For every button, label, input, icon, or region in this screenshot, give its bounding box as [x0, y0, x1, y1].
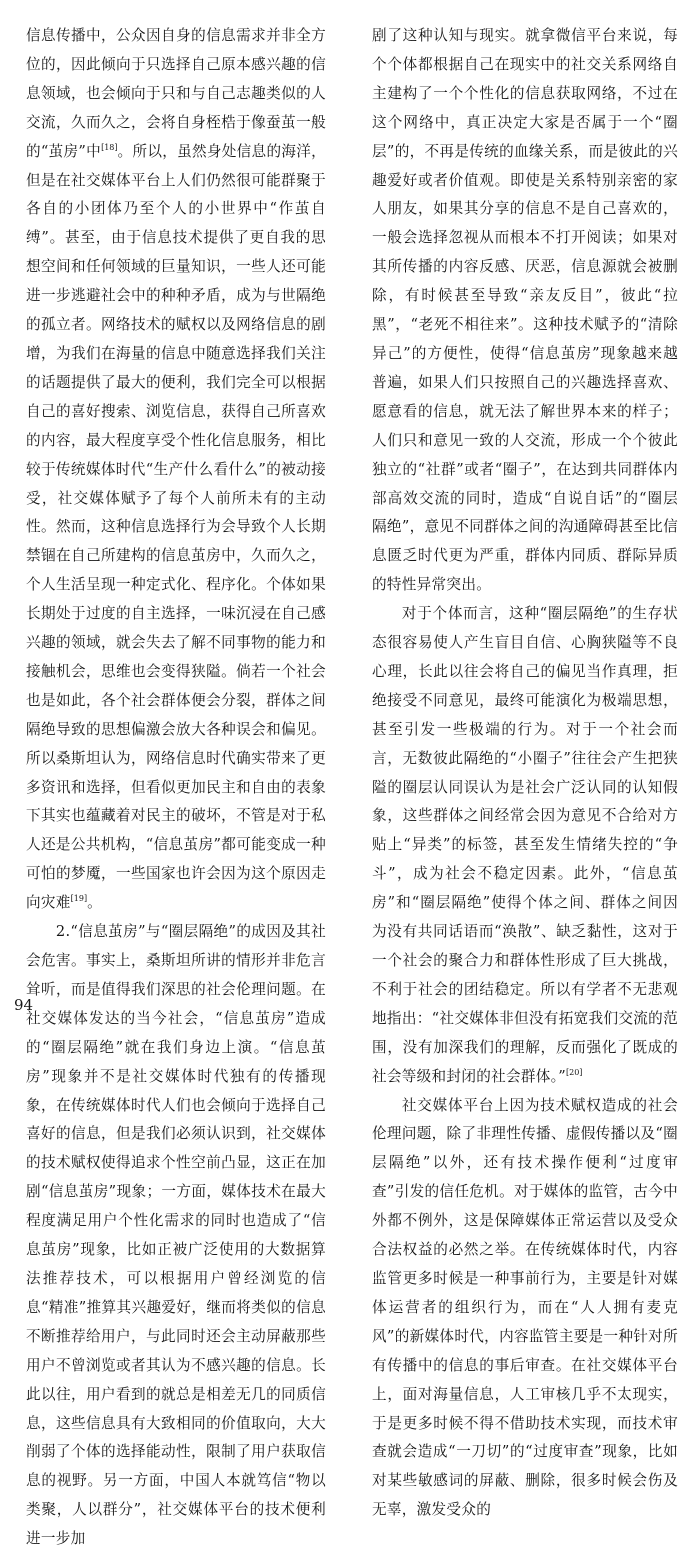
paragraph	[26, 22, 326, 918]
paragraph-text: 剧了这种认知与现实。就拿微信平台来说，每个个体都根据自己在现实中的社交关系网络自主建构了一个个性化的信息获取网络，不过在这个网络中，真正决定大家是否属于一个“圈层”的，不再是传统的血缘关系，而是彼此的兴趣爱好或者价值观。即使是关系特别亲密的家人朋友，如果其分享的信息不是自己喜欢的，一般会选择忽视从而根本不打开阅读；如果对其所传播的内容反感、厌恶，信息源就会被删除，有时候甚至导致“亲友反目”，彼此“拉黑”，“老死不相往来”。这种技术赋予的“清除异己”的方便性，使得“信息茧房”现象越来越普遍，如果人们只按照自己的兴趣选择喜欢、愿意看的信息，就无法了解世界本来的样子；人们只和意见一致的人交流，形成一个个彼此独立的“社群”或者“圈子”，在达到共同群体内部高效交流的同时，造成“自说自话”的“圈层隔绝”，意见不同群体之间的沟通障碍甚至比信息匮乏时代更为严重，群体内同质、群际异质的特性异常突出。	[372, 27, 678, 594]
paragraph	[372, 1092, 678, 1526]
paragraph	[372, 600, 678, 1091]
right-column	[350, 0, 700, 1525]
paragraph-text: 2.“信息茧房”与“圈层隔绝”的成因及其社会危害。事实上，桑斯坦所讲的情形并非危言耸听，而是值得我们深思的社会伦理问题。在社交媒体发达的当今社会，“信息茧房”造成的“圈层隔绝”就在我们身边上演。“信息茧房”现象并不是社交媒体时代独有的传播现象，在传统媒体时代人们也会倾向于选择自己喜好的信息，但是我们必须认识到，社交媒体的技术赋权使得追求个性空前凸显，这正在加剧“信息茧房”现象；一方面，媒体技术在最大程度满足用户个性化需求的同时也造成了“信息茧房”现象，比如正被广泛使用的大数据算法推荐技术，可以根据用户曾经浏览的信息“精准”推算其兴趣爱好，继而将类似的信息不断推荐给用户，与此同时还会主动屏蔽那些用户不曾浏览或者其认为不感兴趣的信息。长此以往，用户看到的就总是相差无几的同质信息，这些信息具有大致相同的价值取向，大大削弱了个体的选择能动性，限制了用户获取信息的视野。另一方面，中国人本就笃信“物以类聚，人以群分”，社交媒体平台的技术便利进一步加	[26, 923, 326, 1548]
paragraph-text: 信息传播中，公众因自身的信息需求并非全方位的，因此倾向于只选择自己原本感兴趣的信息领域，也会倾向于只和与自己志趣类似的人交流，久而久之，会将自身桎梏于像蚕茧一般的“茧房”中	[26, 27, 326, 160]
footnote-reference[interactable]: [20]	[565, 1067, 583, 1077]
paragraph	[26, 918, 326, 1554]
paragraph-text: 。所以，虽然身处信息的海洋，但是在社交媒体平台上人们仍然很可能群聚于各自的小团体乃至个人的小世界中“作茧自缚”。甚至，由于信息技术提供了更自我的思想空间和任何领域的巨量知识，一些人还可能进一步逃避社会中的种种矛盾，成为与世隔绝的孤立者。网络技术的赋权以及网络信息的剧增，为我们在海量的信息中随意选择我们关注的话题提供了最大的便利，我们完全可以根据自己的喜好搜索、浏览信息，获得自己所喜欢的内容，最大程度享受个性化信息服务，相比较于传统媒体时代“生产什么看什么”的被动接受，社交媒体赋予了每个人前所未有的主动性。然而，这种信息选择行为会导致个人长期禁锢在自己所建构的信息茧房中，久而久之，个人生活呈现一种定式化、程序化。个体如果长期处于过度的自主选择，一味沉浸在自己感兴趣的领域，就会失去了解不同事物的能力和接触机会，思维也会变得狭隘。倘若一个社会也是如此，各个社会群体便会分裂，群体之间隔绝导致的思想偏激会放大各种误会和偏见。所以桑斯坦认为，网络信息时代确实带来了更多资讯和选择，但看似更加民主和自由的表象下其实也蕴藏着对民主的破坏，不管是对于私人还是公共机构，“信息茧房”都可能变成一种可怕的梦魇，一些国家也许会因为这个原因走向灾难	[26, 142, 326, 912]
paragraph	[372, 22, 678, 600]
footnote-reference[interactable]: [19]	[70, 894, 88, 904]
page-number: 94	[14, 996, 34, 1014]
footnote-reference[interactable]: [18]	[101, 142, 118, 152]
paragraph-text: 社交媒体平台上因为技术赋权造成的社会伦理问题，除了非理性传播、虚假传播以及“圈层隔绝”以外，还有技术操作便利“过度审查”引发的信任危机。对于媒体的监管，古今中外都不例外，这是保障媒体正常运营以及受众合法权益的必然之举。在传统媒体时代，内容监管更多时候是一种事前行为，主要是针对媒体运营者的组织行为，而在“人人拥有麦克风”的新媒体时代，内容监管主要是一种针对所有传播中的信息的事后审查。在社交媒体平台上，面对海量信息，人工审核几乎不太现实，于是更多时候不得不借助技术实现，而技术审查就会造成“一刀切”的“过度审查”现象，比如对某些敏感词的屏蔽、删除，很多时候会伤及无辜，激发受众的	[372, 1096, 678, 1519]
paragraph-text: 。	[87, 894, 103, 912]
paragraph-text: 对于个体而言，这种“圈层隔绝”的生存状态很容易使人产生盲目自信、心胸狭隘等不良心理，长此以往会将自己的偏见当作真理，拒绝接受不同意见，最终可能演化为极端思想，甚至引发一些极端的行为。对于一个社会而言，无数彼此隔绝的“小圈子”往往会产生把狭隘的圈层认同误认为是社会广泛认同的认知假象，这些群体之间经常会因为意见不合给对方贴上“异类”的标签，甚至发生情绪失控的“争斗”，成为社会不稳定因素。此外，“信息茧房”和“圈层隔绝”使得个体之间、群体之间因为没有共同话语而“涣散”、缺乏黏性，这对于一个社会的聚合力和群体性形成了巨大挑战，不利于社会的团结稳定。所以有学者不无悲观地指出：“社交媒体非但没有拓宽我们交流的范围，没有加深我们的理解，反而强化了既成的社会等级和封闭的社会群体。”	[372, 605, 678, 1085]
